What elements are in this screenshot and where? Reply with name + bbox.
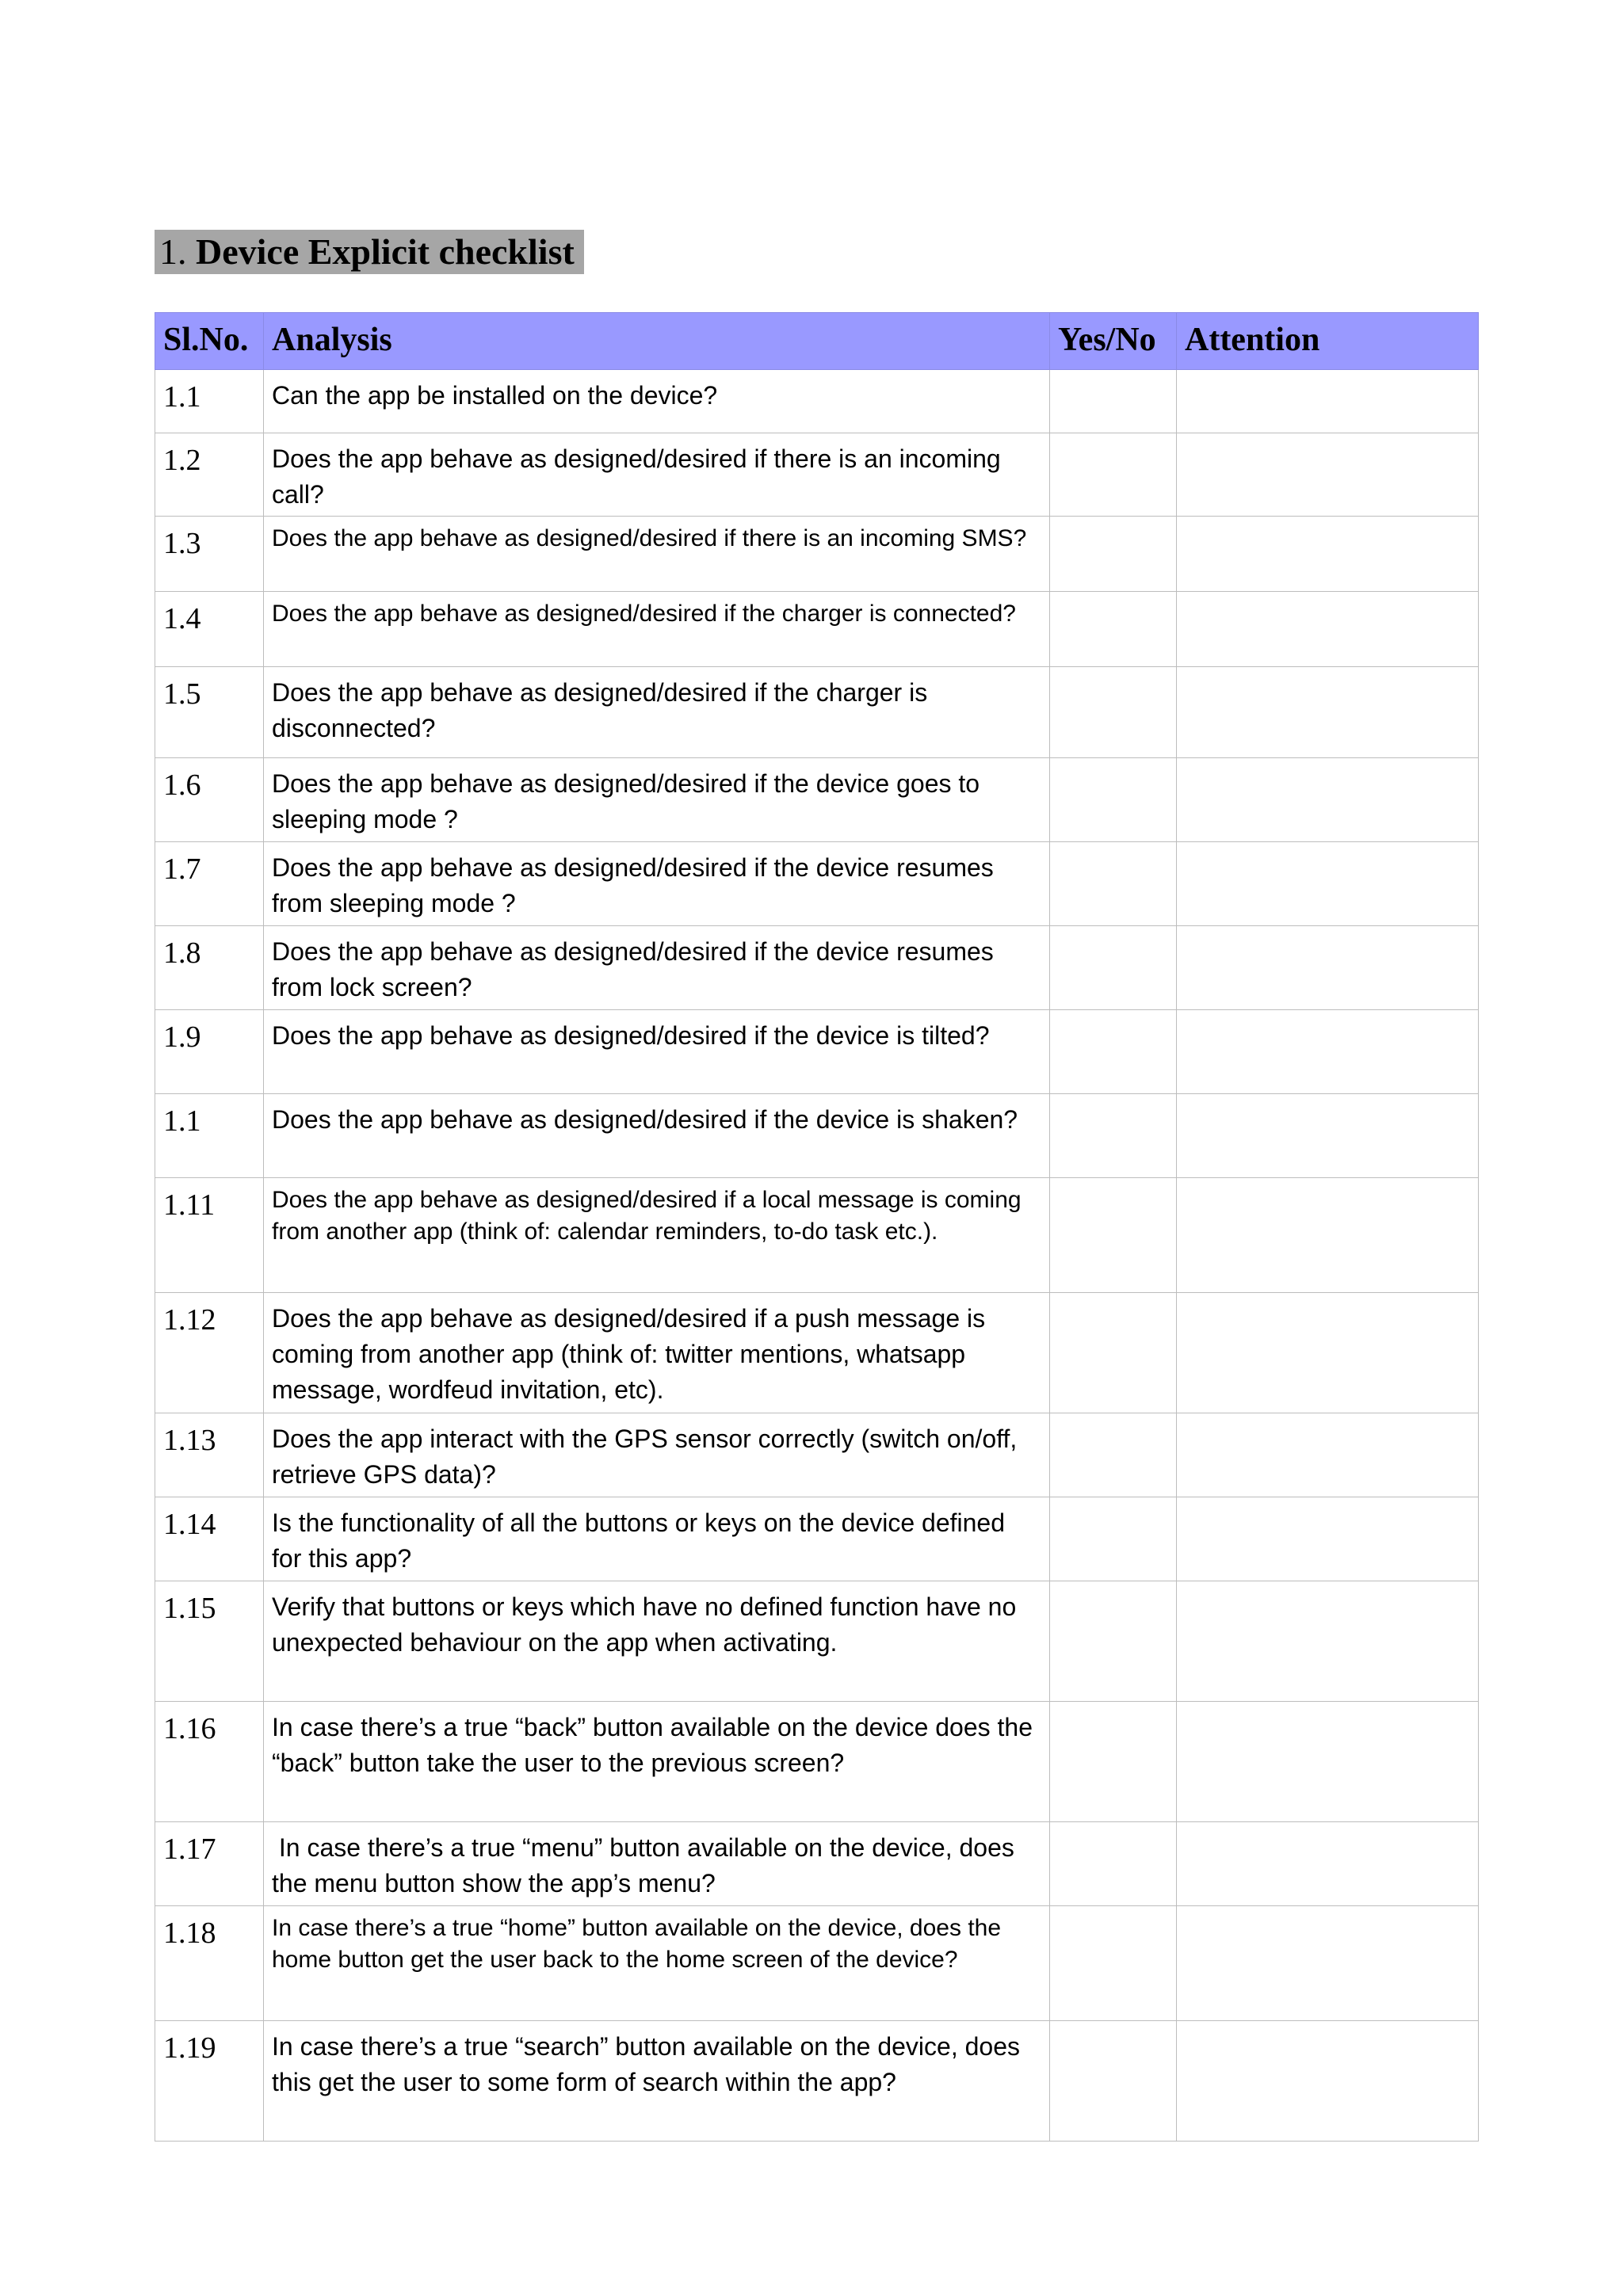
row-attention-cell[interactable] [1177,433,1479,517]
row-number: 1.8 [155,926,264,1010]
row-attention-cell[interactable] [1177,926,1479,1010]
row-yes-no-cell[interactable] [1050,433,1177,517]
row-number: 1.7 [155,842,264,926]
row-yes-no-cell[interactable] [1050,926,1177,1010]
row-analysis: Does the app behave as designed/desired if a local message is coming from another app (think of: calendar reminders, to-do task etc.). [264,1178,1050,1293]
row-attention-cell[interactable] [1177,1010,1479,1094]
row-attention-cell[interactable] [1177,1497,1479,1581]
table-row [155,667,1479,758]
row-analysis: Does the app behave as designed/desired if the device resumes from lock screen? [264,926,1050,1010]
row-number: 1.9 [155,1010,264,1094]
table-row [155,1702,1479,1822]
row-yes-no-cell[interactable] [1050,1906,1177,2021]
row-analysis: Does the app behave as designed/desired if the charger is connected? [264,592,1050,667]
table-row [155,1094,1479,1178]
row-yes-no-cell[interactable] [1050,1010,1177,1094]
row-yes-no-cell[interactable] [1050,758,1177,842]
section-heading: Device Explicit checklist [196,231,575,272]
row-analysis: Verify that buttons or keys which have no defined function have no unexpected behaviour on the app when activating. [264,1581,1050,1702]
row-yes-no-cell[interactable] [1050,1094,1177,1178]
row-attention-cell[interactable] [1177,1581,1479,1702]
row-attention-cell[interactable] [1177,592,1479,667]
row-analysis: Does the app behave as designed/desired if the charger is disconnected? [264,667,1050,758]
row-analysis: Does the app behave as designed/desired if a push message is coming from another app (think of: twitter mentions, whatsapp message, wordfeud invitation, etc). [264,1293,1050,1413]
table-row [155,1413,1479,1497]
checklist-table [155,312,1479,2142]
row-number: 1.17 [155,1822,264,1906]
row-number: 1.6 [155,758,264,842]
header-attention: Attention [1177,313,1479,370]
row-number: 1.4 [155,592,264,667]
row-attention-cell[interactable] [1177,1702,1479,1822]
row-analysis: Does the app behave as designed/desired if the device is shaken? [264,1094,1050,1178]
row-yes-no-cell[interactable] [1050,842,1177,926]
header-slno: Sl.No. [155,313,264,370]
table-row [155,2021,1479,2142]
row-analysis: In case there’s a true “home” button available on the device, does the home button get the user back to the home screen of the device? [264,1906,1050,2021]
row-number: 1.3 [155,517,264,592]
row-yes-no-cell[interactable] [1050,517,1177,592]
row-yes-no-cell[interactable] [1050,1413,1177,1497]
row-attention-cell[interactable] [1177,842,1479,926]
row-attention-cell[interactable] [1177,370,1479,433]
table-row [155,592,1479,667]
row-analysis: Does the app interact with the GPS sensor correctly (switch on/off, retrieve GPS data)? [264,1413,1050,1497]
row-number: 1.19 [155,2021,264,2142]
table-row [155,1010,1479,1094]
row-attention-cell[interactable] [1177,1906,1479,2021]
row-attention-cell[interactable] [1177,1178,1479,1293]
row-number: 1.1 [155,370,264,433]
row-attention-cell[interactable] [1177,1094,1479,1178]
row-number: 1.18 [155,1906,264,2021]
row-yes-no-cell[interactable] [1050,667,1177,758]
row-analysis: Does the app behave as designed/desired if there is an incoming SMS? [264,517,1050,592]
table-row [155,1293,1479,1413]
row-yes-no-cell[interactable] [1050,1178,1177,1293]
table-row [155,926,1479,1010]
row-attention-cell[interactable] [1177,2021,1479,2142]
row-analysis: Is the functionality of all the buttons or keys on the device defined for this app? [264,1497,1050,1581]
table-row [155,1906,1479,2021]
row-number: 1.15 [155,1581,264,1702]
row-number: 1.1 [155,1094,264,1178]
row-number: 1.14 [155,1497,264,1581]
table-row [155,1497,1479,1581]
row-attention-cell[interactable] [1177,1293,1479,1413]
table-row [155,758,1479,842]
row-analysis: In case there’s a true “menu” button available on the device, does the menu button show the app’s menu? [264,1822,1050,1906]
row-analysis: In case there’s a true “search” button available on the device, does this get the user to some form of search within the app? [264,2021,1050,2142]
table-row [155,1822,1479,1906]
header-yes-no: Yes/No [1050,313,1177,370]
section-title [155,230,584,274]
row-yes-no-cell[interactable] [1050,370,1177,433]
row-yes-no-cell[interactable] [1050,2021,1177,2142]
row-analysis: Does the app behave as designed/desired if there is an incoming call? [264,433,1050,517]
row-yes-no-cell[interactable] [1050,1822,1177,1906]
row-analysis: Does the app behave as designed/desired if the device goes to sleeping mode ? [264,758,1050,842]
row-number: 1.2 [155,433,264,517]
row-analysis: Does the app behave as designed/desired if the device resumes from sleeping mode ? [264,842,1050,926]
row-number: 1.12 [155,1293,264,1413]
table-row [155,517,1479,592]
section-number: 1. [159,231,187,272]
row-analysis: In case there’s a true “back” button available on the device does the “back” button take the user to the previous screen? [264,1702,1050,1822]
row-number: 1.16 [155,1702,264,1822]
row-number: 1.11 [155,1178,264,1293]
row-analysis: Does the app behave as designed/desired if the device is tilted? [264,1010,1050,1094]
row-yes-no-cell[interactable] [1050,1293,1177,1413]
row-number: 1.5 [155,667,264,758]
table-row [155,433,1479,517]
table-row [155,1178,1479,1293]
table-row [155,1581,1479,1702]
row-yes-no-cell[interactable] [1050,592,1177,667]
row-attention-cell[interactable] [1177,1822,1479,1906]
row-analysis: Can the app be installed on the device? [264,370,1050,433]
row-attention-cell[interactable] [1177,667,1479,758]
header-analysis: Analysis [264,313,1050,370]
table-row [155,842,1479,926]
row-yes-no-cell[interactable] [1050,1497,1177,1581]
row-yes-no-cell[interactable] [1050,1581,1177,1702]
row-attention-cell[interactable] [1177,517,1479,592]
table-row [155,370,1479,433]
row-attention-cell[interactable] [1177,758,1479,842]
row-yes-no-cell[interactable] [1050,1702,1177,1822]
table-header-row [155,313,1479,370]
row-number: 1.13 [155,1413,264,1497]
row-attention-cell[interactable] [1177,1413,1479,1497]
